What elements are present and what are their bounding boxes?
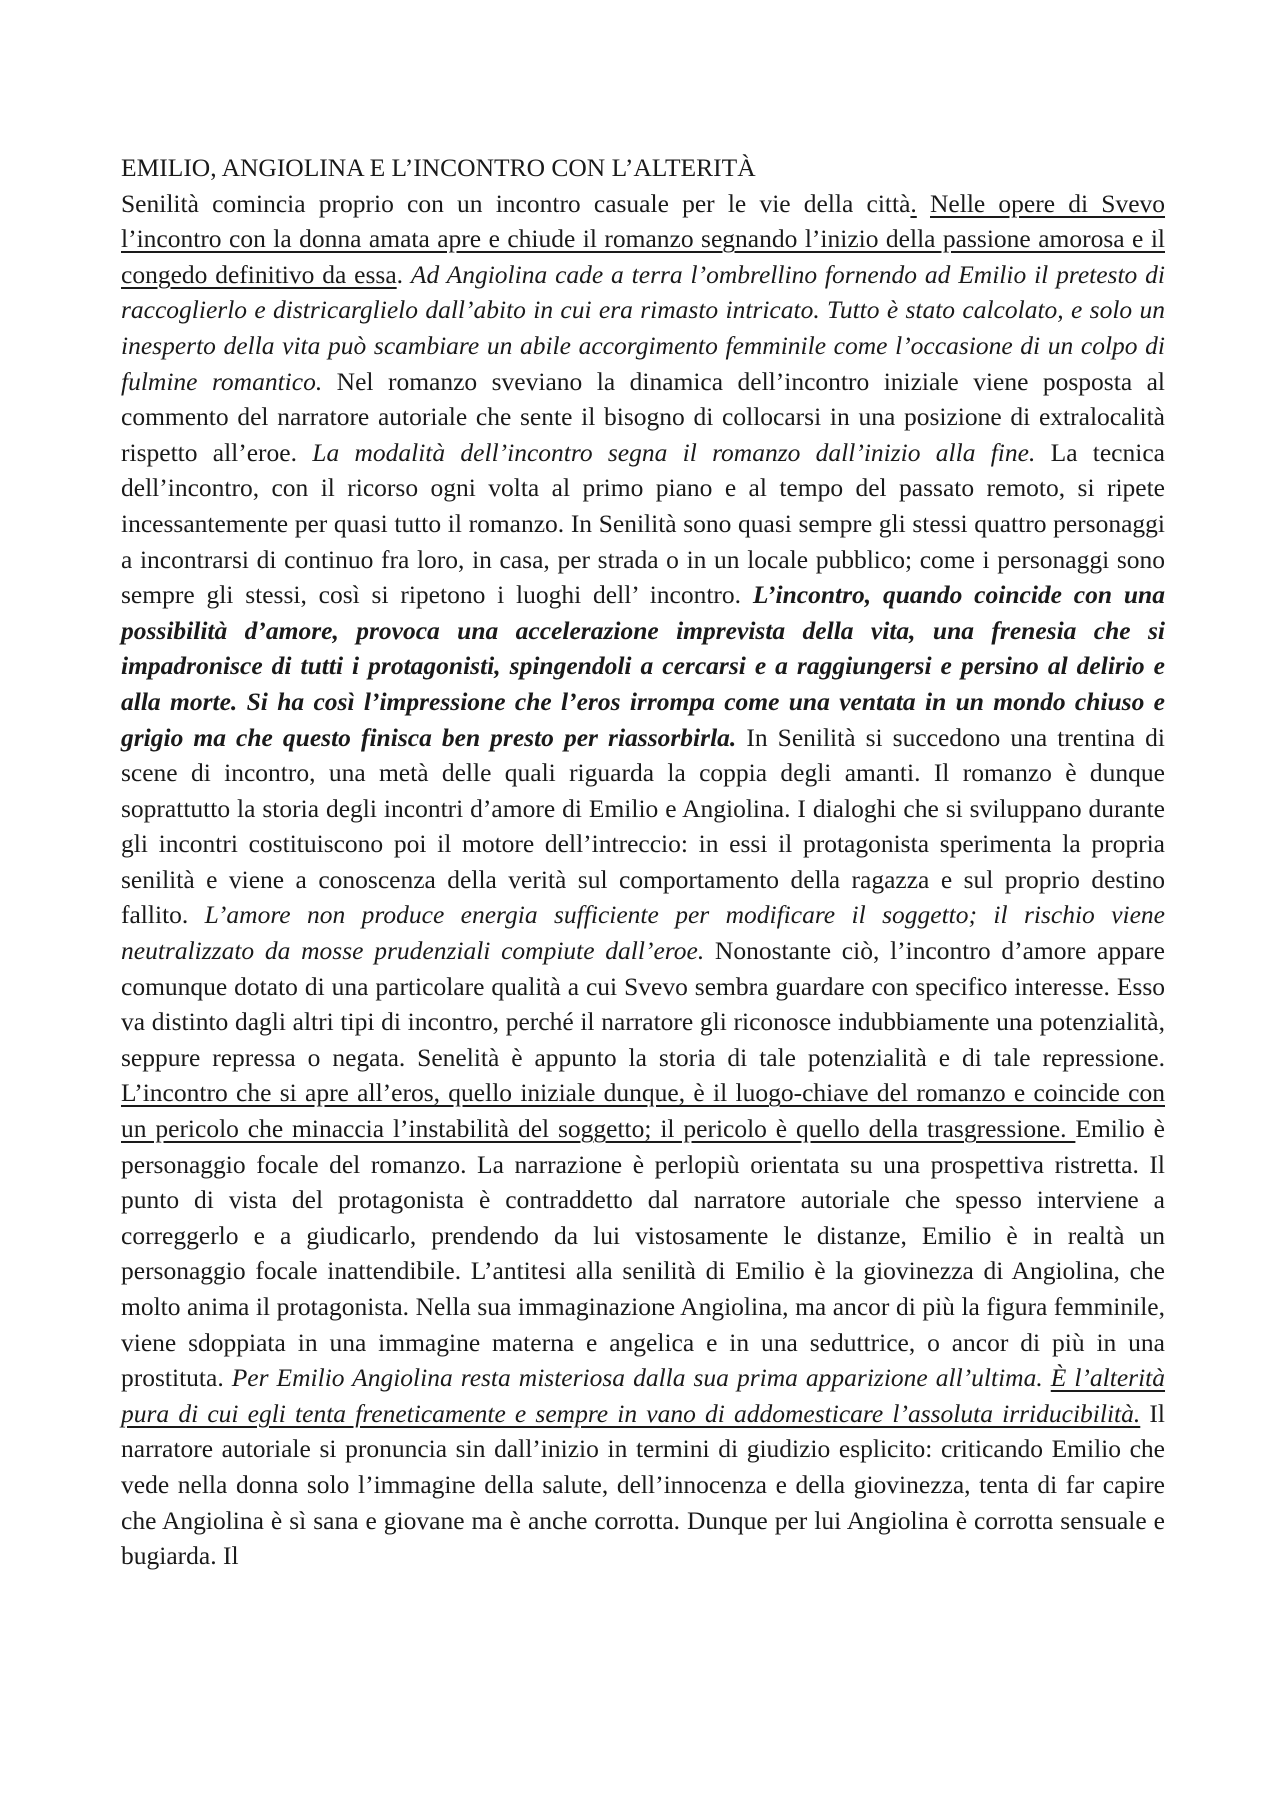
body-paragraph (121, 186, 1165, 1574)
text-run: Emilio è personaggio focale del romanzo. La narrazione è perlopiù orientata su una prospettiva ristretta. Il punto di vista del protagonista è contraddetto dal narratore autoriale che spesso interviene a correggerlo e a giudicarlo, prendendo da lui vistosamente le distanze, Emilio è in realtà un personaggio focale inattendibile. L’antitesi alla senilità di Emilio è la giovinezza di Angiolina, che molto anima il protagonista. Nella sua immaginazione Angiolina, ma ancor di più la figura femminile, viene sdoppiata in una immagine materna e angelica e in una seduttrice, o ancor di più in una prostituta. (121, 1114, 1165, 1393)
underlined-text-run: L’incontro che si apre all’eros, quello iniziale dunque, è il luogo-chiave del romanzo e coincide con un pericolo che minaccia l’instabilità del soggetto; il pericolo è quello della trasgressione. (121, 1078, 1165, 1144)
document-title: EMILIO, ANGIOLINA E L’INCONTRO CON L’ALTERITÀ (121, 153, 756, 182)
text-run (1043, 1363, 1051, 1392)
underlined-text-run: . (910, 188, 917, 218)
underlined-text-run: Nelle opere di Svevo l’incontro con la donna amata apre e chiude il romanzo segnando l’inizio della passione amorosa e il congedo definitivo da essa (121, 188, 1166, 289)
italic-text-run: La modalità dell’incontro segna il romanzo dall’inizio alla fine. (312, 437, 1036, 467)
text-run: Nonostante ciò, l’incontro d’amore appare comunque dotato di una particolare qualità a cui Svevo sembra guardare con specifico interesse. Esso va distinto dagli altri tipi di incontro, perché il narratore gli riconosce indubbiamente una potenzialità, seppure repressa o negata. Senelità è appunto la storia di tale potenzialità e di tale repressione. (121, 936, 1165, 1072)
text-run: Senilità comincia proprio con un incontro casuale per le vie della città (121, 188, 911, 218)
text-run: In Senilità si succedono una trentina di scene di incontro, una metà delle quali riguarda la coppia degli amanti. Il romanzo è dunque soprattutto la storia degli incontri d’amore di Emilio e Angiolina. I dialoghi che si sviluppano durante gli incontri costituiscono poi il motore dell’intreccio: in essi il protagonista sperimenta la propria senilità e viene a conoscenza della verità sul comportamento della ragazza e sul proprio destino fallito. (121, 722, 1165, 930)
text-run: La tecnica dell’incontro, con il ricorso ogni volta al primo piano e al tempo del passato remoto, si ripete incessantemente per quasi tutto il romanzo. In Senilità sono quasi sempre gli stessi quattro personaggi a incontrarsi di continuo fra loro, in casa, per strada o in un locale pubblico; come i personaggi sono sempre gli stessi, così si ripetono i luoghi dell’ incontro. (121, 437, 1165, 610)
bold-italic-text-run: L’incontro, quando coincide con una possibilità d’amore, provoca una accelerazione imprevista della vita, una frenesia che si impadronisce di tutti i protagonisti, spingendoli a cercarsi e a raggiungersi e persino al delirio e alla morte. Si ha così l’impressione che l’eros irrompa come una ventata in un mondo chiuso e grigio ma che questo finisca ben presto per riassorbirla. (121, 580, 1165, 752)
text-run: . (396, 259, 411, 289)
document-page (121, 150, 1165, 1574)
italic-text-run: Per Emilio Angiolina resta misteriosa dalla sua prima apparizione all’ultima. (231, 1363, 1043, 1393)
italic-text-run: L’amore non produce energia sufficiente per modificare il soggetto; il rischio viene neutralizzato da mosse prudenziali compiute dall’eroe. (121, 900, 1165, 966)
italic-text-run: Ad Angiolina cade a terra l’ombrellino fornendo ad Emilio il pretesto di raccoglierlo e districarglielo dall’abito in cui era rimasto intricato. Tutto è stato calcolato, e solo un inesperto della vita può scambiare un abile accorgimento femminile come l’occasione di un colpo di fulmine romantico. (121, 259, 1165, 396)
text-run: Nel romanzo sveviano la dinamica dell’incontro iniziale viene posposta al commento del narratore autoriale che sente il bisogno di collocarsi in una posizione di extralocalità rispetto all’eroe. (121, 366, 1165, 467)
italic-underlined-text-run: È l’alterità pura di cui egli tenta freneticamente e sempre in vano di addomesticare l’assoluta irriducibilità. (121, 1363, 1166, 1428)
text-run: Il narratore autoriale si pronuncia sin dall’inizio in termini di giudizio esplicito: criticando Emilio che vede nella donna solo l’immagine della salute, dell’innocenza e della giovinezza, tenta di far capire che Angiolina è sì sana e giovane ma è anche corrotta. Dunque per lui Angiolina è corrotta sensuale e bugiarda. Il (121, 1398, 1166, 1571)
text-run (917, 189, 930, 218)
